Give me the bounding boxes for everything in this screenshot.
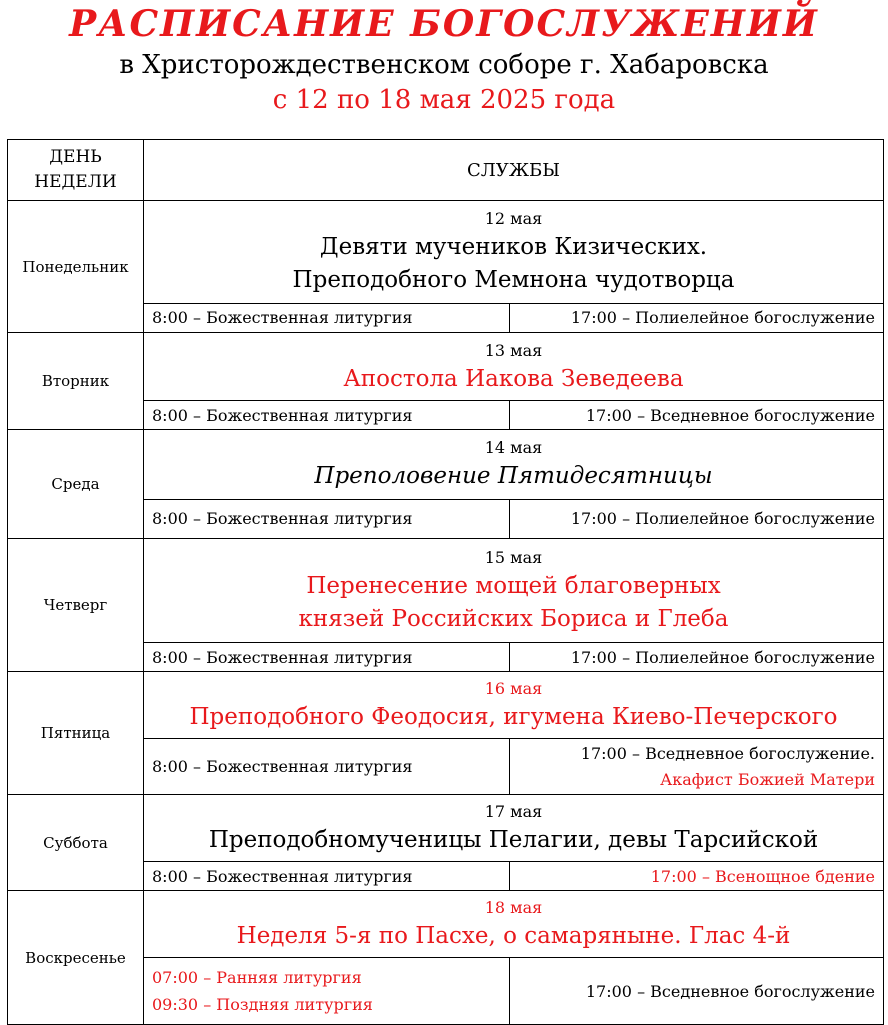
evening-service-cell (510, 739, 884, 795)
column-header-services: СЛУЖБЫ (144, 140, 884, 201)
morning-service: 8:00 – Божественная литургия (144, 862, 510, 891)
weekday-cell: Среда (8, 430, 144, 539)
date-label: 16 мая (484, 679, 543, 698)
morning-service: 8:00 – Божественная литургия (144, 401, 510, 430)
evening-service: 17:00 – Полиелейное богослужение (510, 499, 884, 538)
feast-cell (144, 672, 884, 739)
evening-service-extra: Акафист Божией Матери (660, 769, 875, 789)
evening-service: 17:00 – Вседневное богослужение (510, 401, 884, 430)
table-row (8, 672, 884, 739)
feast-name-line2: князей Российских Бориса и Глеба (298, 606, 729, 632)
evening-service: 17:00 – Вседневное богослужение. (580, 743, 875, 763)
feast-cell (144, 430, 884, 500)
table-row (8, 795, 884, 862)
feast-name-line1: Преподобного Феодосия, игумена Киево-Печерского (189, 704, 838, 730)
weekday-cell: Пятница (8, 672, 144, 795)
weekday-cell: Вторник (8, 333, 144, 430)
feast-name-line1: Преподобномученицы Пелагии, девы Тарсийской (208, 827, 819, 853)
morning-service-extra: 09:30 – Поздняя литургия (152, 995, 373, 1014)
feast-name-line1: Неделя 5-я по Пасхе, о самаряныне. Глас 4-й (236, 923, 791, 949)
date-label: 13 мая (484, 340, 543, 360)
feast-cell (144, 201, 884, 304)
table-row (8, 891, 884, 958)
date-label: 14 мая (484, 438, 543, 458)
feast-cell (144, 333, 884, 401)
evening-service: 17:00 – Всенощное бдение (510, 862, 884, 891)
table-row (8, 333, 884, 401)
feast-name-line2: Преподобного Мемнона чудотворца (292, 267, 735, 294)
feast-cell (144, 891, 884, 958)
date-label: 15 мая (484, 548, 543, 567)
feast-cell (144, 539, 884, 643)
weekday-cell: Четверг (8, 539, 144, 672)
feast-name-line1: Апостола Иакова Зеведеева (343, 365, 684, 392)
feast-name-line1: Девяти мучеников Кизических. (319, 234, 708, 261)
feast-name-line1: Перенесение мощей благоверных (306, 573, 721, 599)
table-header-row (8, 140, 884, 201)
morning-service: 8:00 – Божественная литургия (144, 499, 510, 538)
schedule-table (7, 139, 884, 1025)
column-header-day: ДЕНЬ НЕДЕЛИ (8, 140, 144, 201)
date-label: 17 мая (484, 802, 543, 821)
weekday-cell: Понедельник (8, 201, 144, 333)
evening-service: 17:00 – Полиелейное богослужение (510, 303, 884, 332)
morning-service: 07:00 – Ранняя литургия (152, 968, 362, 987)
weekday-cell: Суббота (8, 795, 144, 891)
morning-service: 8:00 – Божественная литургия (144, 739, 510, 795)
weekday-cell: Воскресенье (8, 891, 144, 1025)
morning-service: 8:00 – Божественная литургия (144, 643, 510, 672)
morning-service: 8:00 – Божественная литургия (144, 303, 510, 332)
evening-service: 17:00 – Полиелейное богослужение (510, 643, 884, 672)
page-title: РАСПИСАНИЕ БОГОСЛУЖЕНИЙ (69, 3, 819, 45)
feast-name-line1: Преполовение Пятидесятницы (314, 463, 713, 490)
table-row (8, 430, 884, 500)
morning-service-cell (144, 958, 510, 1025)
date-label: 12 мая (484, 209, 543, 229)
date-label: 18 мая (484, 898, 543, 917)
date-range: с 12 по 18 мая 2025 года (272, 85, 616, 115)
page-subtitle: в Христорождественском соборе г. Хабаровска (119, 50, 769, 80)
table-row (8, 539, 884, 643)
table-row (8, 201, 884, 304)
evening-service: 17:00 – Вседневное богослужение (510, 958, 884, 1025)
feast-cell (144, 795, 884, 862)
